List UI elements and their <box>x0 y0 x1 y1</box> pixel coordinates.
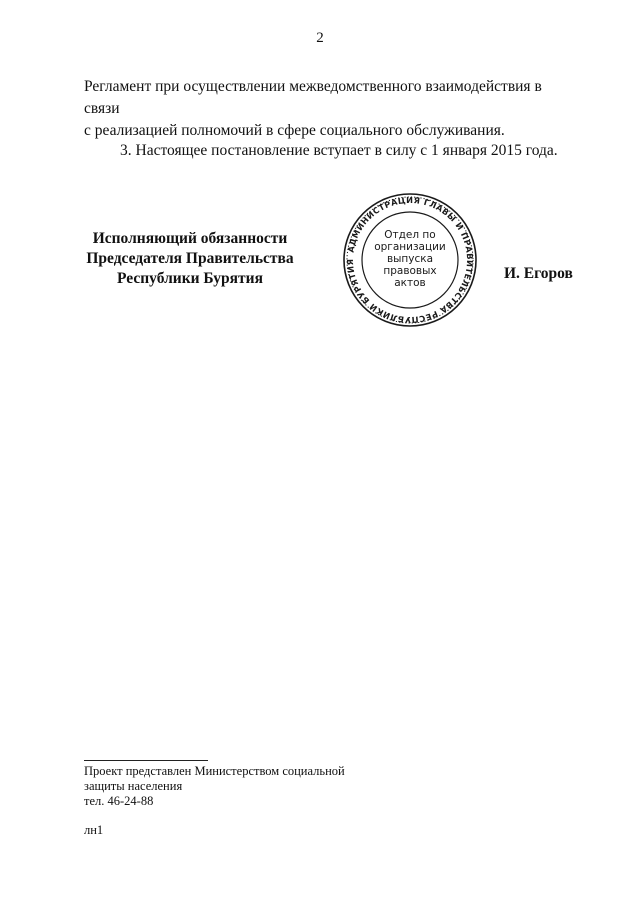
signer-position-line: Исполняющий обязанности <box>92 230 288 247</box>
executor-initials: лн1 <box>84 823 104 837</box>
signer-name: И. Егоров <box>504 265 573 282</box>
seal-inner-line: выпуска <box>386 253 434 265</box>
seal-outer-text: АДМИНИСТРАЦИЯ ГЛАВЫ И ПРАВИТЕЛЬСТВА РЕСПУБЛИКИ БУРЯТИЯ <box>344 194 476 326</box>
signer-position-line: Республики Бурятия <box>117 270 263 287</box>
signer-position-line: Председателя Правительства <box>86 250 294 267</box>
footer-note <box>84 764 345 809</box>
paragraph-line: с реализацией полномочий в сфере социального обслуживания. <box>84 122 505 139</box>
seal-inner-line: организации <box>374 241 446 253</box>
footer-line: тел. 46-24-88 <box>84 794 154 808</box>
paragraph-reglament <box>84 76 574 142</box>
paragraph-line: Регламент при осуществлении межведомственного взаимодействия в связи <box>84 78 542 117</box>
seal-inner-line: правовых <box>383 265 437 277</box>
footer-line: Проект представлен Министерством социальной <box>84 764 345 778</box>
paragraph-effective-date: 3. Настоящее постановление вступает в силу с 1 января 2015 года. <box>120 142 558 159</box>
official-seal <box>342 192 478 328</box>
footer-divider <box>84 760 208 761</box>
seal-inner-line: Отдел по <box>384 229 436 241</box>
footer-line: защиты населения <box>84 779 183 793</box>
page-number: 2 <box>316 30 324 46</box>
signer-position <box>78 229 302 289</box>
seal-inner-line: актов <box>394 277 426 289</box>
